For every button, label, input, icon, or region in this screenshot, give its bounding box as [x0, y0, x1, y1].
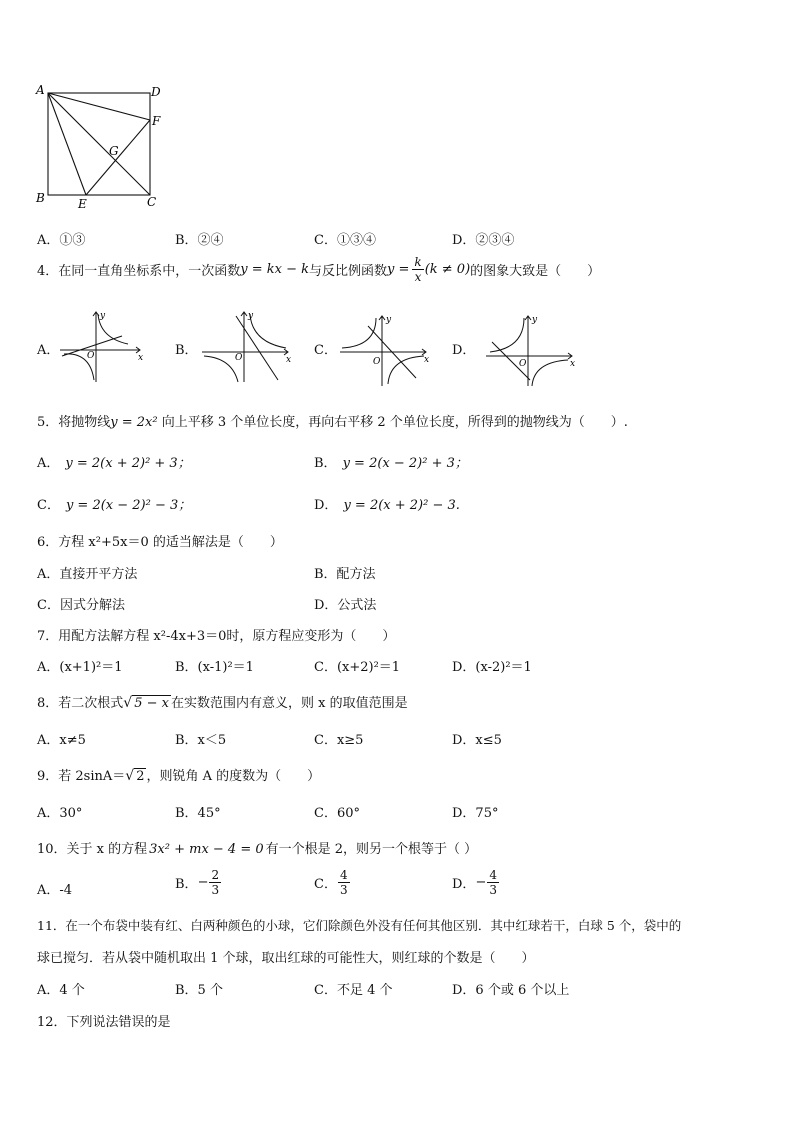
q5-option-b: [314, 452, 468, 471]
q10-option-d-sign: −: [475, 875, 487, 890]
q5-option-c: [37, 494, 191, 513]
q12-stem: 12．下列说法错误的是: [37, 1015, 171, 1030]
q11-option-c: C．不足 4 个: [314, 983, 393, 998]
q4d-axis-y: y: [532, 315, 538, 325]
q5-option-a-letter: A．: [37, 456, 60, 471]
q8-option-c: C．x≥5: [314, 733, 364, 748]
q6-stem: 6．方程 x²+5x＝0 的适当解法是（ ）: [37, 535, 283, 550]
q4d-origin: O: [519, 359, 527, 369]
q10-option-c: [314, 869, 351, 896]
square-figure: [34, 82, 164, 212]
q6-option-d: D．公式法: [314, 598, 377, 613]
q10-option-b-den: 3: [211, 883, 220, 897]
sqrt-symbol-icon: √: [123, 695, 133, 711]
q4d-axis-x: x: [570, 359, 576, 369]
q4a-axis-x: x: [138, 353, 144, 363]
q5-prefix: 5．将抛物线: [37, 415, 111, 430]
q8-option-a: A．x≠5: [37, 733, 86, 748]
q5-option-a-formula: y = 2(x + 2)² + 3；: [65, 456, 191, 471]
q11-stem-line1: 11．在一个布袋中装有红、白两种颜色的小球，它们除颜色外没有任何其他区别．其中红球若干，白球 5 个，袋中的: [37, 918, 682, 933]
q9-prefix: 9．若 2sinA＝: [37, 769, 126, 784]
q10-option-a: A．-4: [37, 883, 73, 898]
q3-option-d: D．②③④: [452, 233, 515, 248]
q4c-axis-y: y: [386, 315, 392, 325]
q4-graph-c: [338, 312, 434, 390]
label-B: B: [36, 191, 45, 205]
q10-option-b-fraction: [209, 869, 221, 896]
q10-suffix: 有一个根是 2，则另一个根等于（ ）: [265, 842, 478, 857]
q10-option-c-letter: C．: [314, 877, 337, 892]
label-C: C: [147, 195, 157, 209]
q11-stem-line2: 球已搅匀．若从袋中随机取出 1 个球，取出红球的可能性大，则红球的个数是（ ）: [37, 951, 535, 966]
q4-inverse-lhs: y =: [387, 262, 410, 277]
q5-option-b-letter: B．: [314, 456, 337, 471]
q3-option-c: C．①③④: [314, 233, 376, 248]
q10-option-d-den: 3: [489, 883, 497, 897]
q5-option-d-formula: y = 2(x + 2)² − 3.: [343, 498, 460, 513]
q4a-axis-y: y: [100, 311, 106, 321]
q4-graph-b: [200, 308, 296, 386]
q9-option-b: B．45°: [175, 806, 221, 821]
q4-graph-a: [58, 308, 148, 386]
q4b-origin: O: [235, 353, 243, 363]
q7-option-b: B．(x-1)²＝1: [175, 660, 254, 675]
q4b-axis-y: y: [248, 311, 254, 321]
label-E: E: [78, 197, 87, 211]
q9-stem: [37, 765, 320, 784]
q5-formula: y = 2x²: [110, 415, 162, 430]
q4-option-a-letter: A．: [37, 343, 60, 358]
q7-stem: 7．用配方法解方程 x²-4x+3＝0时，原方程应变形为（ ）: [37, 629, 396, 644]
q4-prefix: 4．在同一直角坐标系中，一次函数: [37, 264, 241, 279]
q10-option-b-sign: −: [197, 875, 209, 890]
label-F: F: [152, 114, 161, 128]
q5-stem: [37, 411, 628, 430]
q10-option-b: [175, 869, 222, 896]
q10-stem: [37, 838, 477, 857]
q8-option-b: B．x＜5: [175, 733, 227, 748]
q5-option-d-letter: D．: [314, 498, 338, 513]
q11-option-b: B．5 个: [175, 983, 223, 998]
q10-option-d: [452, 869, 500, 896]
q9-suffix: ，则锐角 A 的度数为（ ）: [146, 769, 321, 784]
q7-option-d: D．(x-2)²＝1: [452, 660, 532, 675]
q4c-axis-x: x: [424, 355, 430, 365]
q10-formula: 3x² + mx − 4 = 0: [149, 842, 264, 857]
q5-option-b-formula: y = 2(x − 2)² + 3；: [342, 456, 468, 471]
q6-option-b: B．配方法: [314, 567, 376, 582]
q4b-axis-x: x: [286, 355, 292, 365]
q4-linear-formula: y = kx − k: [240, 262, 310, 277]
q6-option-a: A．直接开平方法: [37, 567, 138, 582]
q10-option-d-num: 4: [489, 868, 497, 882]
q4-inverse-den: x: [414, 270, 422, 284]
q7-option-a: A．(x+1)²＝1: [37, 660, 123, 675]
q4c-origin: O: [373, 357, 381, 367]
q8-suffix: 在实数范围内有意义，则 x 的取值范围是: [170, 696, 408, 711]
q10-option-c-fraction: [338, 869, 350, 896]
label-G: G: [109, 144, 119, 158]
q10-option-b-letter: B．: [175, 877, 198, 892]
q5-suffix: 向上平移 3 个单位长度，再向右平移 2 个单位长度，所得到的抛物线为（ ）.: [161, 415, 628, 430]
q5-option-d: [314, 494, 460, 513]
q4-stem: [37, 256, 600, 283]
q10-option-c-num: 4: [339, 868, 348, 882]
q4a-origin: O: [87, 351, 95, 361]
q4-option-c-letter: C．: [314, 343, 337, 358]
q10-option-d-letter: D．: [452, 877, 476, 892]
q5-option-c-formula: y = 2(x − 2)² − 3；: [65, 498, 192, 513]
q8-prefix: 8．若二次根式: [37, 696, 124, 711]
q8-radicand: 5 − x: [134, 696, 169, 711]
q4-middle: 与反比例函数: [309, 264, 388, 279]
q10-option-c-den: 3: [339, 883, 348, 897]
q4-option-b-letter: B．: [175, 343, 198, 358]
q10-option-b-num: 2: [211, 868, 220, 882]
q10-prefix: 10．关于 x 的方程: [37, 842, 148, 857]
q10-option-d-fraction: [487, 869, 499, 896]
q11-option-d: D．6 个或 6 个以上: [452, 983, 570, 998]
q5-option-c-letter: C．: [37, 498, 60, 513]
sqrt-symbol-icon: √: [125, 768, 135, 784]
q4-graph-d: [484, 312, 580, 390]
q4-inverse-num: k: [414, 255, 422, 269]
label-D: D: [151, 85, 161, 99]
q7-option-c: C．(x+2)²＝1: [314, 660, 401, 675]
q3-option-b: B．②④: [175, 233, 224, 248]
q5-option-a: [37, 452, 191, 471]
q4-suffix: 的图象大致是（ ）: [470, 264, 601, 279]
q3-option-a: A．①③: [37, 233, 86, 248]
q9-option-a: A．30°: [37, 806, 83, 821]
q8-option-d: D．x≤5: [452, 733, 502, 748]
q8-stem: [37, 692, 408, 711]
q4-option-d-letter: D．: [452, 343, 476, 358]
q4-inverse-fraction: [412, 256, 423, 283]
q9-radicand: 2: [136, 769, 145, 784]
label-A: A: [36, 83, 45, 97]
q11-option-a: A．4 个: [37, 983, 85, 998]
q4-inverse-cond: (k ≠ 0): [424, 262, 471, 277]
q6-option-c: C．因式分解法: [37, 598, 125, 613]
q9-option-c: C．60°: [314, 806, 360, 821]
q9-option-d: D．75°: [452, 806, 499, 821]
